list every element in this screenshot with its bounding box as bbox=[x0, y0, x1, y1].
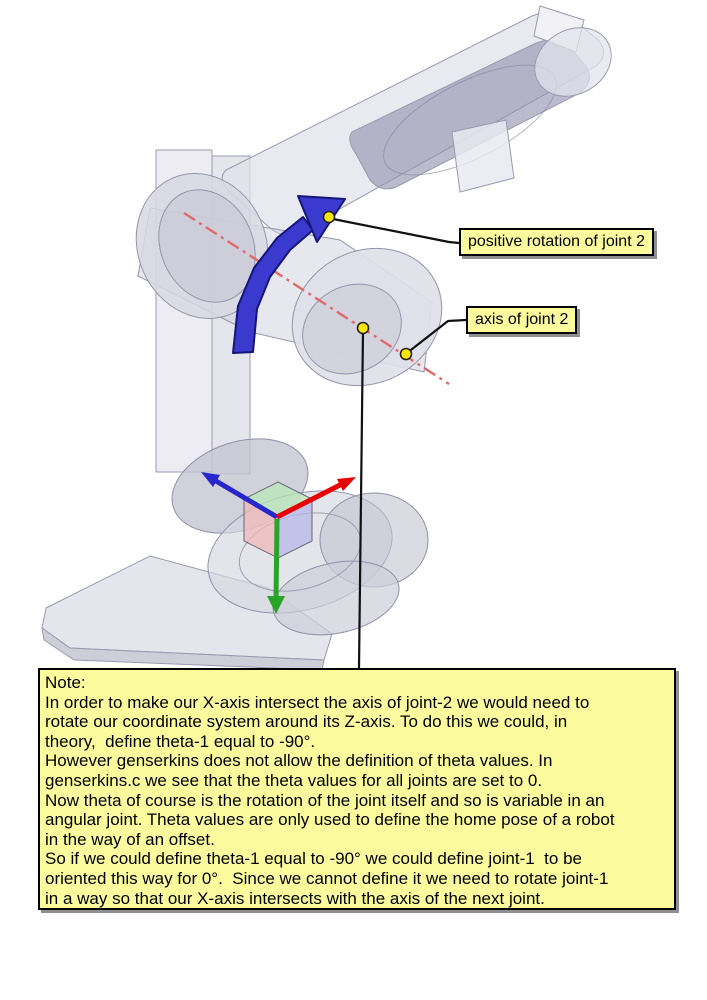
frame-y-axis-line bbox=[276, 519, 277, 600]
note-line: in a way so that our X-axis intersects with the axis of the next joint. bbox=[45, 888, 545, 908]
note-line: theory, define theta-1 equal to -90°. bbox=[45, 731, 316, 751]
note-line: However genserkins does not allow the definition of theta values. In bbox=[45, 751, 553, 771]
note-line: rotate our coordinate system around its Z-axis. To do this we could, in bbox=[45, 712, 568, 732]
callout-positive-rotation-label: positive rotation of joint 2 bbox=[459, 228, 654, 256]
note-line: Now theta of course is the rotation of the joint itself and so is variable in an bbox=[45, 790, 605, 810]
note-line: angular joint. Theta values are only used to define the home pose of a robot bbox=[45, 810, 615, 830]
frame-x-axis-arrowhead-icon bbox=[337, 477, 356, 491]
note-line: in the way of an offset. bbox=[45, 829, 215, 849]
note-line: In order to make our X-axis intersect the axis of joint-2 we would need to bbox=[45, 692, 590, 712]
note-line: So if we could define theta-1 equal to -90° we could define joint-1 to be bbox=[45, 849, 582, 869]
callout-axis-of-joint2-label: axis of joint 2 bbox=[466, 306, 577, 334]
robot-upper-arm bbox=[222, 6, 623, 235]
leader-positive-rotation bbox=[333, 219, 459, 243]
note-box bbox=[38, 668, 676, 910]
marker-dot-axis-lower bbox=[401, 349, 412, 360]
note-line: oriented this way for 0°. Since we cannot define it we need to rotate joint-1 bbox=[45, 868, 609, 888]
note-line: genserkins.c we see that the theta values for all joints are set to 0. bbox=[45, 770, 543, 790]
marker-dot-rotation bbox=[324, 212, 335, 223]
marker-dot-axis-upper bbox=[358, 323, 369, 334]
note-title: Note: bbox=[45, 673, 86, 692]
